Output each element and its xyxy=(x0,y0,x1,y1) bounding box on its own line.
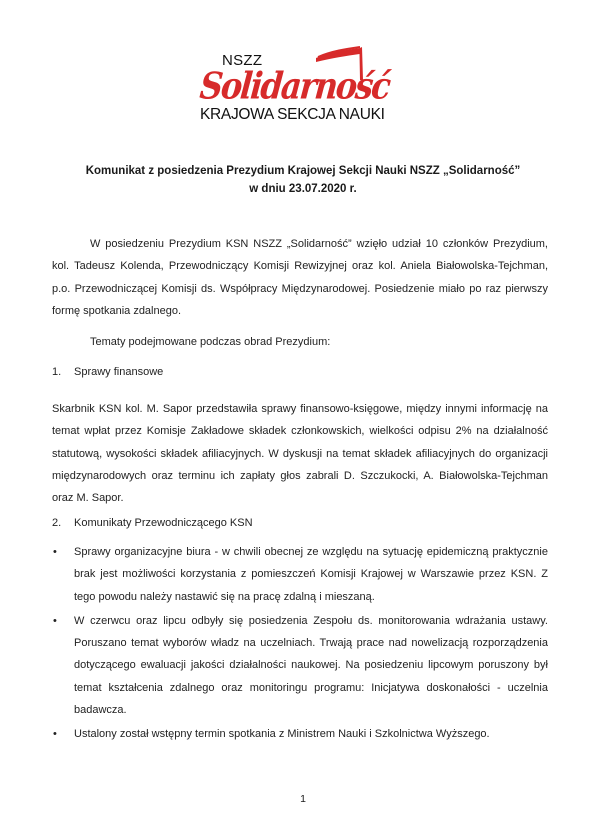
list-item xyxy=(52,541,548,608)
finance-paragraph: Skarbnik KSN kol. M. Sapor przedstawiła sprawy finansowo-księgowe, między innymi informację na temat wpłat przez Komisje Zakładowe składek członkowskich, wielkości odpisu 2% na działalność statutową, wysokości składek afiliacyjnych. W dyskusji na temat składek afiliacyjnych do organizacji międzynarodowych oraz terminu ich zapłaty głos zabrali D. Szczukocki, A. Białowolska-Tejchman oraz M. Sapor. xyxy=(52,403,548,505)
section-number: 2. xyxy=(52,517,62,529)
solidarnosc-logo xyxy=(200,44,410,134)
topics-heading: Tematy podejmowane podczas obrad Prezydium: xyxy=(90,336,331,348)
intro-paragraph: W posiedzeniu Prezydium KSN NSZZ „Solidarność” wzięło udział 10 członków Prezydium, kol. Tadeusz Kolenda, Przewodniczący Komisji Rewizyjnej oraz kol. Aniela Białowolska-Tejchman, p.o. Przewodniczącej Komisji ds. Współpracy Międzynarodowej. Posiedzenie miało po raz pierwszy formę spotkania zdalnego. xyxy=(52,238,548,317)
list-item-text: W czerwcu oraz lipcu odbyły się posiedzenia Zespołu ds. monitorowania wdrażania ustawy. Poruszano temat wyborów władz na uczelniach. Trwają prace nad nowelizacją rozporządzenia dotyczącego ewaluacji jakości działalności naukowej. Na posiedzeniu lipcowym poruszony był temat kształcenia zdalnego oraz monitoringu programu: Inicjatywa doskonałości - uczelnia badawcza. xyxy=(74,614,548,717)
section-number: 1. xyxy=(52,366,62,378)
bullet-icon: • xyxy=(53,546,57,558)
section-title: Komunikaty Przewodniczącego KSN xyxy=(74,517,253,529)
page-number: 1 xyxy=(300,793,306,805)
bullet-icon: • xyxy=(53,728,57,741)
list-item xyxy=(52,610,548,721)
bullet-icon: • xyxy=(53,614,57,627)
logo-solidarnosc-text: Solidarność xyxy=(198,64,391,108)
title-date: w dniu 23.07.2020 r. xyxy=(249,183,357,195)
logo-section-name: KRAJOWA SEKCJA NAUKI xyxy=(200,106,385,123)
document-title xyxy=(0,162,606,198)
section-title: Sprawy finansowe xyxy=(74,366,164,378)
section-1-heading xyxy=(52,361,163,383)
title-line-1: Komunikat z posiedzenia Prezydium Krajowej Sekcji Nauki NSZZ „Solidarność” xyxy=(85,165,521,177)
list-item xyxy=(52,723,548,745)
announcements-list xyxy=(52,541,548,748)
list-item-text: Ustalony został wstępny termin spotkania z Ministrem Nauki i Szkolnictwa Wyższego. xyxy=(74,728,490,741)
logo-nszz-text: NSZZ xyxy=(222,52,263,69)
section-2-heading xyxy=(52,512,253,534)
list-item-text: Sprawy organizacyjne biura - w chwili obecnej ze względu na sytuację epidemiczną praktycznie brak jest możliwości korzystania z pomieszczeń Komisji Krajowej w Warszawie przez KSN. Z tego powodu należy nastawić się na pracę zdalną i mieszaną. xyxy=(74,546,548,603)
